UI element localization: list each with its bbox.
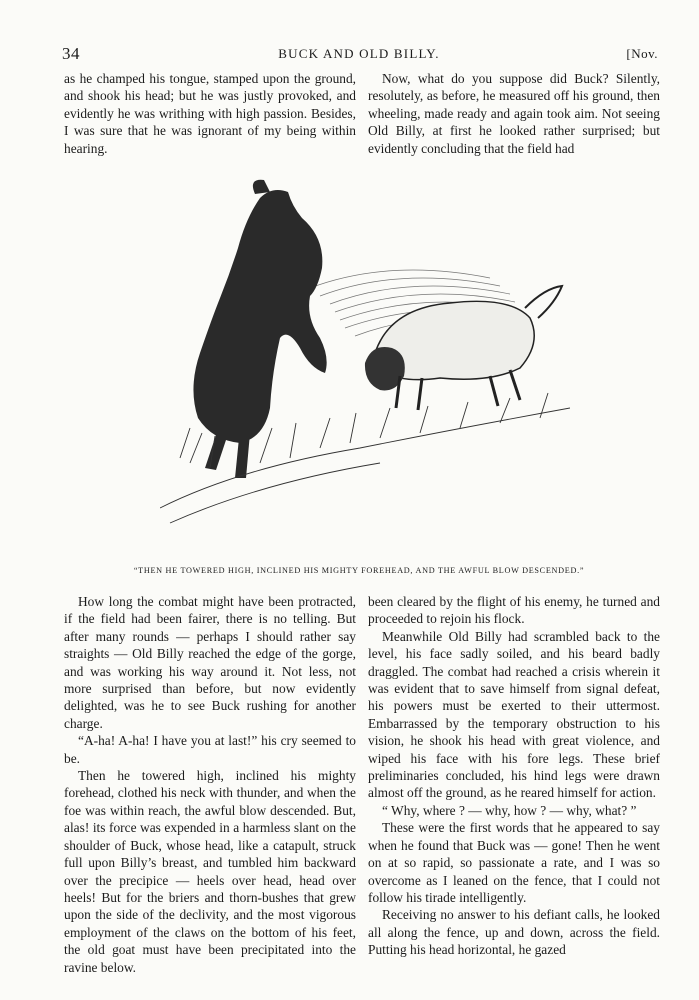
figure-caption: “THEN HE TOWERED HIGH, INCLINED HIS MIGHTY FOREHEAD, AND THE AWFUL BLOW DESCENDED.” — [133, 566, 585, 575]
paragraph: Then he towered high, inclined his mighty forehead, clothed his neck with thunder, and when the foe was within reach, the awful blow descended. But, alas! its force was expended in a harmless slant on the shoulder of Buck, whose head, like a catapult, struck full upon Billy’s breast, and tumbled him backward over the precipice — heels over head, head over heels! But for the briers and thorn-bushes that grew upon the side of the declivity, and the most vigorous employment of the claws on the bottom of his feet, the old goat must have been precipitated into the ravine below. — [64, 768, 356, 975]
issue-month: [Nov. — [626, 46, 658, 61]
goat-and-ram-illustration — [160, 178, 570, 543]
paragraph: “ Why, where ? — why, how ? — why, what? ” — [382, 802, 637, 818]
page-number: 34 — [62, 44, 80, 63]
running-header — [60, 44, 658, 64]
paragraph: How long the combat might have been protracted, if the field had been fairer, there is no telling. But after many rounds — perhaps I should rather say straights — Old Billy reached the edge of the gorge, and was working his way around it. Not less, not more surprised than before, but now evidently delighted, was he to see Buck rushing for another charge. — [64, 594, 356, 731]
paragraph: as he champed his tongue, stamped upon the ground, and shook his head; but he was justly provoked, and evidently he was writhing with high passion. Besides, I was sure that he was ignorant of my being within hearing. — [64, 71, 356, 156]
text-column-top-left — [64, 70, 356, 157]
paragraph: Meanwhile Old Billy had scrambled back to the level, his face sadly soiled, and his beard badly draggled. The combat had reached a crisis wherein it was evident that to save himself from signal defeat, his powers must be exerted to their uttermost. Embarrassed by the temporary obstruction to his vision, he shook his head with great violence, and wiped his face with his fore legs. These brief preliminaries concluded, his hind legs were drawn almost off the ground, as he reared himself for action. — [368, 628, 660, 801]
ram-figure — [365, 286, 562, 410]
paragraph: been cleared by the flight of his enemy, he turned and proceeded to rejoin his flock. — [368, 594, 660, 627]
paragraph: These were the first words that he appeared to say when he found that Buck was — gone! Then he went on at so rapid, so passionate a rate, and I was so overcome as I leaned on the fence, that I could not follow his tirade intelligently. — [368, 820, 660, 905]
paragraph: Receiving no answer to his defiant calls, he looked all along the fence, up and down, across the field. Putting his head horizontal, he gazed — [368, 907, 660, 958]
text-column-bottom-right — [368, 593, 660, 959]
paragraph: “A-ha! A-ha! I have you at last!” his cry seemed to be. — [64, 733, 356, 766]
text-column-top-right — [368, 70, 660, 157]
running-title: BUCK AND OLD BILLY. — [278, 46, 440, 61]
text-column-bottom-left — [64, 593, 356, 976]
paragraph: Now, what do you suppose did Buck? Silently, resolutely, as before, he measured off his ground, then wheeling, made ready and again took aim. Not seeing Old Billy, at first he looked rather surprised; but evidently concluding that the field had — [368, 71, 660, 156]
goat-figure — [193, 180, 326, 478]
